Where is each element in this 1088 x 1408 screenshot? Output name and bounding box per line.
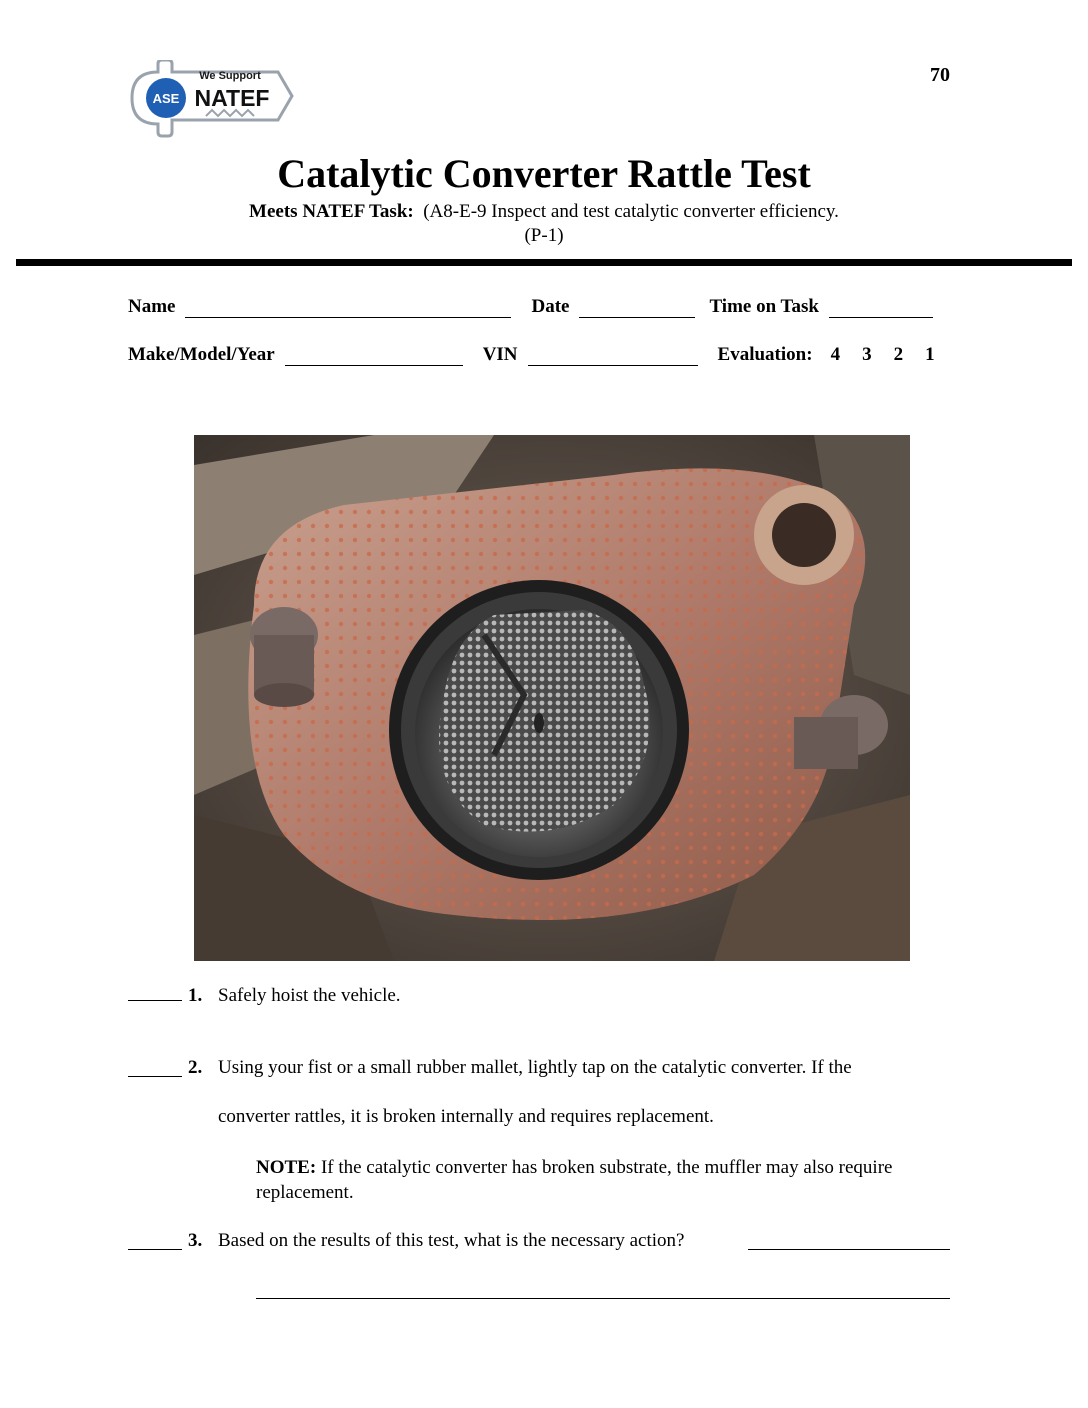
header-divider <box>16 259 1072 266</box>
note-text: If the catalytic converter has broken substrate, the muffler may also require replacement. <box>256 1157 893 1203</box>
form-row-1 <box>128 296 933 318</box>
step-2-check-blank[interactable] <box>128 1076 182 1077</box>
step-3-text: Based on the results of this test, what is the necessary action? <box>218 1230 685 1251</box>
task-priority: (P-1) <box>524 225 564 246</box>
step-3-check-blank[interactable] <box>128 1249 182 1250</box>
evaluation-score[interactable]: 4 <box>830 344 841 365</box>
name-field[interactable] <box>185 299 511 318</box>
date-label: Date <box>531 296 570 317</box>
evaluation-score[interactable]: 2 <box>893 344 904 365</box>
evaluation-label: Evaluation: <box>717 344 813 365</box>
step-1-number: 1. <box>188 985 203 1006</box>
catalytic-converter-photo <box>194 435 910 961</box>
page-title: Catalytic Converter Rattle Test <box>277 151 811 196</box>
evaluation-score[interactable]: 3 <box>862 344 872 365</box>
time-on-task-label: Time on Task <box>709 296 819 317</box>
step-1-text: Safely hoist the vehicle. <box>218 985 401 1006</box>
svg-text:NATEF: NATEF <box>194 85 270 111</box>
make-model-year-field[interactable] <box>285 347 463 366</box>
natef-logo <box>128 60 294 146</box>
svg-text:ASE: ASE <box>152 91 180 106</box>
page-number: 70 <box>930 64 950 86</box>
svg-text:We Support: We Support <box>199 70 261 82</box>
time-on-task-field[interactable] <box>829 299 933 318</box>
form-row-2 <box>128 344 935 366</box>
name-label: Name <box>128 296 176 317</box>
step-2-text-line-1: Using your fist or a small rubber mallet, lightly tap on the catalytic converter. If the <box>218 1057 852 1078</box>
step-2-note <box>256 1155 956 1205</box>
task-text: (A8-E-9 Inspect and test catalytic converter efficiency. <box>423 201 839 222</box>
evaluation-score[interactable]: 1 <box>925 344 935 365</box>
step-2-text-line-2: converter rattles, it is broken internally and requires replacement. <box>218 1106 714 1127</box>
make-model-year-label: Make/Model/Year <box>128 344 275 365</box>
task-label: Meets NATEF Task: <box>249 201 414 222</box>
task-subtitle <box>0 200 1088 248</box>
answer-field-line-2[interactable] <box>256 1298 950 1299</box>
vin-label: VIN <box>482 344 518 365</box>
vin-field[interactable] <box>528 347 698 366</box>
date-field[interactable] <box>579 299 695 318</box>
note-label: NOTE: <box>256 1157 317 1178</box>
step-2-number: 2. <box>188 1057 203 1078</box>
step-1-check-blank[interactable] <box>128 1000 182 1001</box>
answer-field-line-1[interactable] <box>748 1249 950 1250</box>
step-3-number: 3. <box>188 1230 203 1251</box>
